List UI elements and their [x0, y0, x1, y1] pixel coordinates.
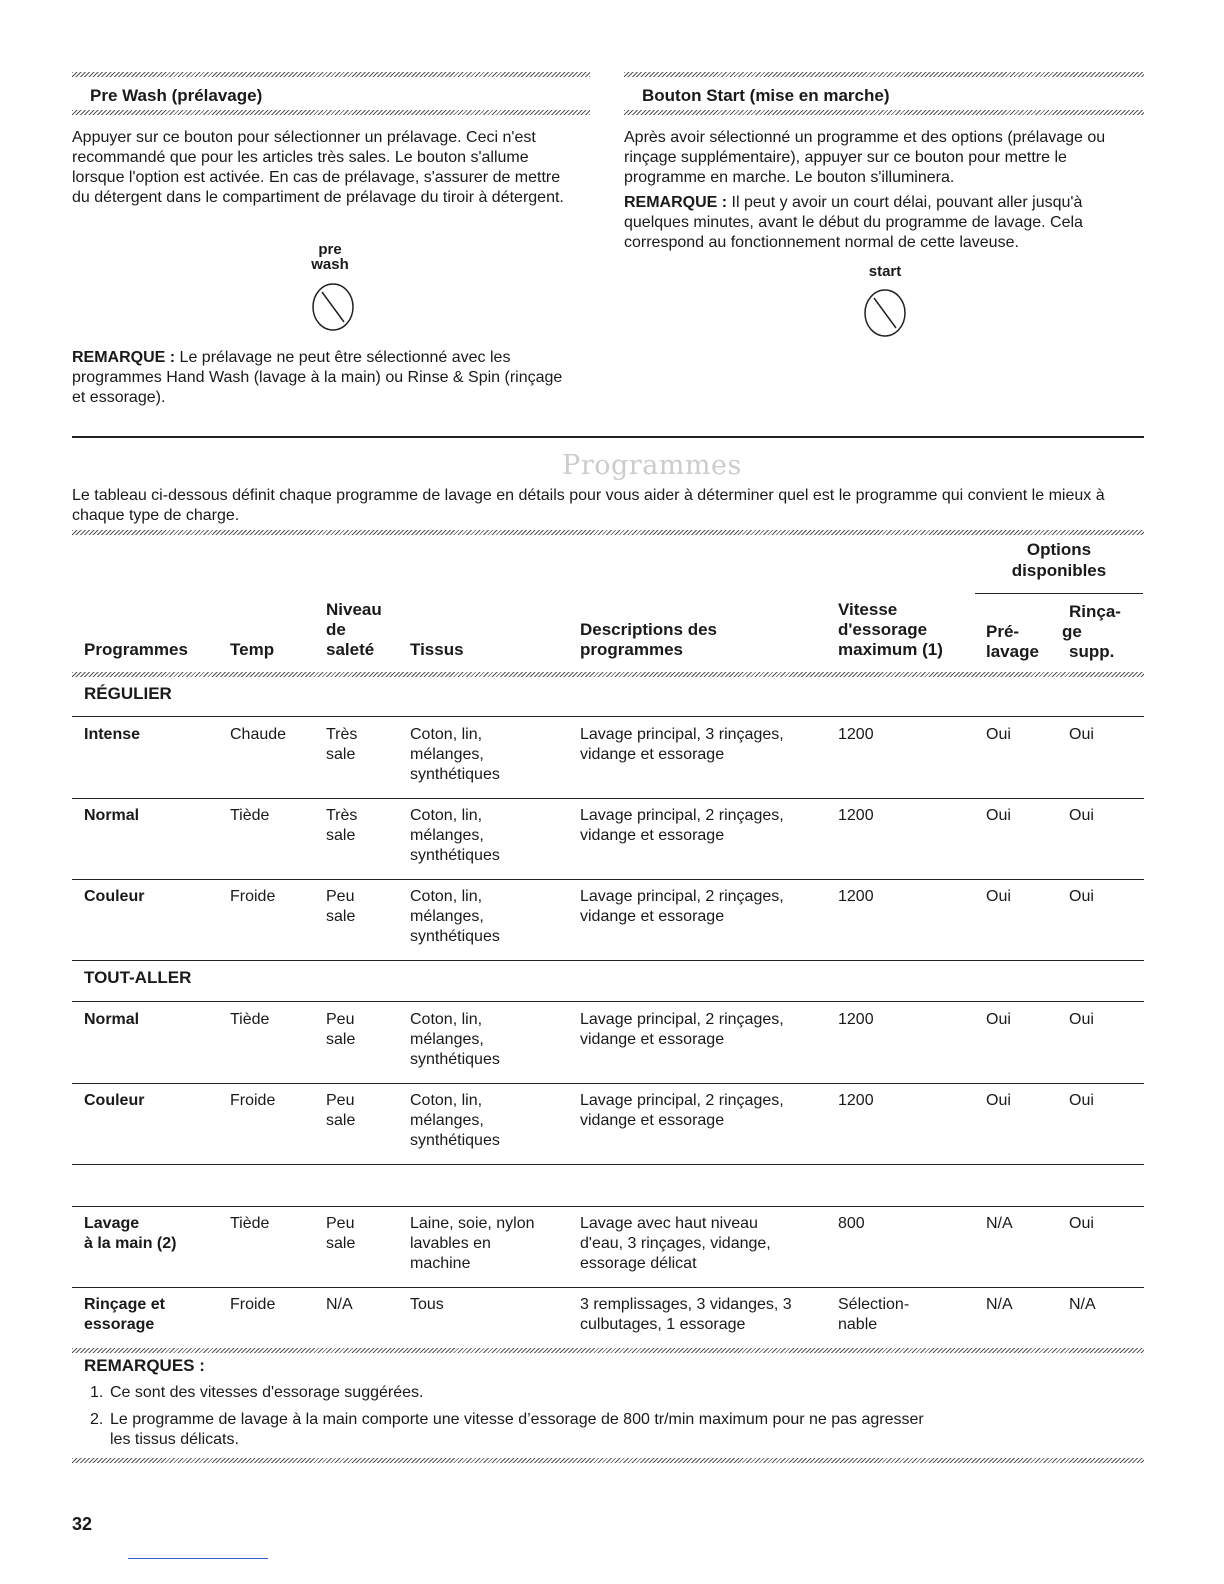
cell-pre: Oui: [986, 807, 1011, 824]
cell-pre: Oui: [986, 1092, 1011, 1109]
table-top-rule: [72, 530, 1144, 535]
cell-tis: synthétiques: [410, 928, 500, 945]
header-vitesse-1: Vitesse: [838, 600, 898, 619]
cell-temp: Froide: [230, 1296, 276, 1313]
cell-rin: Oui: [1069, 807, 1094, 824]
start-note: [624, 193, 1144, 253]
programmes-title: Programmes: [562, 450, 742, 481]
header-rinca-1: Rinça-: [1069, 602, 1121, 621]
cell-prog: Couleur: [84, 888, 145, 905]
footer-blue-line: [128, 1558, 268, 1559]
cell-niv: sale: [326, 908, 356, 925]
cell-niv: sale: [326, 746, 356, 763]
cell-desc: Lavage principal, 2 rinçages,: [580, 1092, 784, 1109]
cell-rin: Oui: [1069, 1092, 1094, 1109]
cell-vit: 800: [838, 1215, 865, 1232]
row-rule: [72, 1001, 1144, 1002]
header-niveau-3: saleté: [326, 640, 375, 659]
cell-desc: d'eau, 3 rinçages, vidange,: [580, 1235, 771, 1252]
cell-tis: mélanges,: [410, 1112, 484, 1129]
cell-niv: Peu: [326, 1092, 355, 1109]
programmes-intro: Le tableau ci-dessous définit chaque programme de lavage en détails pour vous aider à déterminer quel est le programme qui convient le mieux à chaque type de charge.: [72, 487, 1105, 524]
header-vitesse-2: d'essorage: [838, 620, 928, 639]
cell-tis: Coton, lin,: [410, 1011, 483, 1028]
row-rule: [72, 960, 1144, 961]
remarque-2-num: 2.: [90, 1411, 104, 1428]
options-underline: [975, 593, 1143, 594]
cell-tis: Coton, lin,: [410, 726, 483, 743]
cell-rin: Oui: [1069, 888, 1094, 905]
cell-niv: sale: [326, 1112, 356, 1129]
header-bottom-rule: [72, 672, 1144, 677]
cell-temp: Tiède: [230, 1011, 270, 1028]
cell-pre: Oui: [986, 726, 1011, 743]
header-options-1: Options: [1026, 540, 1092, 559]
cell-niv: Peu: [326, 888, 355, 905]
row-rule: [72, 1164, 1144, 1165]
start-icon-label: start: [868, 263, 902, 280]
cell-desc: vidange et essorage: [580, 908, 725, 925]
cell-tis: mélanges,: [410, 1031, 484, 1048]
cell-desc: Lavage avec haut niveau: [580, 1215, 758, 1232]
header-programmes: Programmes: [84, 640, 188, 659]
cell-prog: essorage: [84, 1316, 155, 1333]
header-pre-2: lavage: [986, 642, 1039, 661]
cell-desc: vidange et essorage: [580, 1031, 725, 1048]
cell-tis: Coton, lin,: [410, 807, 483, 824]
cell-tis: lavables en: [410, 1235, 491, 1252]
header-niveau-1: Niveau: [326, 600, 382, 619]
row-rule: [72, 798, 1144, 799]
prewash-note-text: Le prélavage ne peut être sélectionné avec les programmes Hand Wash (lavage à la main) ou Rinse & Spin (rinçage et essorage).: [72, 349, 563, 406]
cell-tis: machine: [410, 1255, 471, 1272]
cell-vit: 1200: [838, 888, 874, 905]
prewash-icon-label-2: wash: [311, 256, 349, 273]
cell-vit: nable: [838, 1316, 878, 1333]
prewash-note: [72, 348, 572, 408]
header-desc-2: programmes: [580, 640, 683, 659]
prewash-body: Appuyer sur ce bouton pour sélectionner un prélavage. Ceci n'est recommandé que pour les articles très sales. Le bouton s'allume lorsque l'option est activée. En cas de prélavage, s'assurer de mettre du détergent dans le compartiment de prélavage du tiroir à détergent.: [72, 129, 564, 206]
cell-niv: sale: [326, 1031, 356, 1048]
cell-tis: Tous: [410, 1296, 444, 1313]
cell-tis: synthétiques: [410, 847, 500, 864]
cell-niv: N/A: [326, 1296, 353, 1313]
start-title-rule: [624, 110, 1144, 115]
cell-vit: Sélection-: [838, 1296, 910, 1313]
cell-pre: Oui: [986, 1011, 1011, 1028]
header-rinca-3: supp.: [1069, 642, 1115, 661]
page-number: 32: [72, 1514, 93, 1534]
group-regulier: RÉGULIER: [84, 684, 172, 703]
cell-niv: Très: [326, 807, 358, 824]
cell-rin: Oui: [1069, 1011, 1094, 1028]
header-tissus: Tissus: [410, 640, 464, 659]
remarque-2-line2: les tissus délicats.: [110, 1431, 239, 1448]
cell-vit: 1200: [838, 1092, 874, 1109]
prewash-icon-label-1: pre: [318, 241, 342, 258]
cell-rin: Oui: [1069, 1215, 1094, 1232]
cell-tis: mélanges,: [410, 827, 484, 844]
header-rinca-2: ge: [1062, 622, 1082, 641]
cell-temp: Chaude: [230, 726, 287, 743]
header-vitesse-3: maximum (1): [838, 640, 943, 659]
row-rule: [72, 1206, 1144, 1207]
programmes-top-rule: [72, 436, 1144, 438]
row-rule: [72, 879, 1144, 880]
cell-prog: Couleur: [84, 1092, 145, 1109]
cell-prog: Rinçage et: [84, 1296, 165, 1313]
cell-desc: Lavage principal, 2 rinçages,: [580, 1011, 784, 1028]
prewash-top-rule: [72, 72, 590, 77]
row-rule: [72, 1083, 1144, 1084]
prewash-title: Pre Wash (prélavage): [90, 86, 263, 105]
cell-desc: vidange et essorage: [580, 827, 725, 844]
cell-tis: mélanges,: [410, 908, 484, 925]
cell-tis: Laine, soie, nylon: [410, 1215, 535, 1232]
remarque-1: Ce sont des vitesses d'essorage suggérées.: [110, 1384, 424, 1401]
cell-niv: Peu: [326, 1011, 355, 1028]
header-temp: Temp: [230, 640, 275, 659]
cell-niv: Très: [326, 726, 358, 743]
cell-pre: Oui: [986, 888, 1011, 905]
cell-prog: à la main (2): [84, 1235, 177, 1252]
prewash-button-icon[interactable]: [310, 282, 356, 332]
cell-desc: Lavage principal, 3 rinçages,: [580, 726, 784, 743]
cell-desc: vidange et essorage: [580, 746, 725, 763]
cell-temp: Tiède: [230, 807, 270, 824]
cell-temp: Froide: [230, 1092, 276, 1109]
cell-tis: synthétiques: [410, 1051, 500, 1068]
row-rule: [72, 716, 1144, 717]
cell-vit: 1200: [838, 807, 874, 824]
remarques-title: REMARQUES :: [84, 1356, 205, 1375]
cell-tis: mélanges,: [410, 746, 484, 763]
cell-temp: Froide: [230, 888, 276, 905]
cell-niv: sale: [326, 1235, 356, 1252]
remarques-bottom-rule: [72, 1458, 1144, 1463]
cell-rin: Oui: [1069, 726, 1094, 743]
start-note-text: Il peut y avoir un court délai, pouvant aller jusqu'à quelques minutes, avant le début du programme de lavage. Cela correspond au fonctionnement normal de cette laveuse.: [624, 194, 1083, 251]
cell-pre: N/A: [986, 1296, 1013, 1313]
cell-desc: culbutages, 1 essorage: [580, 1316, 746, 1333]
cell-prog: Normal: [84, 1011, 140, 1028]
cell-tis: Coton, lin,: [410, 888, 483, 905]
cell-vit: 1200: [838, 1011, 874, 1028]
cell-niv: Peu: [326, 1215, 355, 1232]
cell-desc: essorage délicat: [580, 1255, 697, 1272]
header-pre-1: Pré-: [986, 622, 1020, 641]
cell-tis: synthétiques: [410, 1132, 500, 1149]
start-note-label: REMARQUE :: [624, 194, 728, 211]
group-toutaller: TOUT-ALLER: [84, 968, 192, 987]
start-top-rule: [624, 72, 1144, 77]
remarque-2-line1: Le programme de lavage à la main comporte une vitesse d’essorage de 800 tr/min maximum pour ne pas agresser: [110, 1411, 924, 1428]
start-body: Après avoir sélectionné un programme et des options (prélavage ou rinçage supplémentaire), appuyer sur ce bouton pour mettre le programme en marche. Le bouton s'illuminera.: [624, 129, 1106, 186]
header-niveau-2: de: [326, 620, 346, 639]
cell-tis: synthétiques: [410, 766, 500, 783]
cell-rin: N/A: [1069, 1296, 1096, 1313]
prewash-title-rule: [72, 110, 590, 115]
header-options-2: disponibles: [1011, 561, 1107, 580]
cell-desc: vidange et essorage: [580, 1112, 725, 1129]
cell-prog: Intense: [84, 726, 141, 743]
cell-prog: Normal: [84, 807, 140, 824]
cell-tis: Coton, lin,: [410, 1092, 483, 1109]
cell-desc: Lavage principal, 2 rinçages,: [580, 807, 784, 824]
prewash-note-label: REMARQUE :: [72, 349, 176, 366]
cell-prog: Lavage: [84, 1215, 140, 1232]
header-desc-1: Descriptions des: [580, 620, 717, 639]
start-button-icon[interactable]: [862, 288, 908, 338]
row-rule: [72, 1287, 1144, 1288]
cell-pre: N/A: [986, 1215, 1013, 1232]
remarque-1-num: 1.: [90, 1384, 104, 1401]
remarques-top-rule: [72, 1348, 1144, 1353]
cell-desc: Lavage principal, 2 rinçages,: [580, 888, 784, 905]
cell-vit: 1200: [838, 726, 874, 743]
cell-temp: Tiède: [230, 1215, 270, 1232]
cell-niv: sale: [326, 827, 356, 844]
start-title: Bouton Start (mise en marche): [642, 86, 890, 105]
cell-desc: 3 remplissages, 3 vidanges, 3: [580, 1296, 792, 1313]
